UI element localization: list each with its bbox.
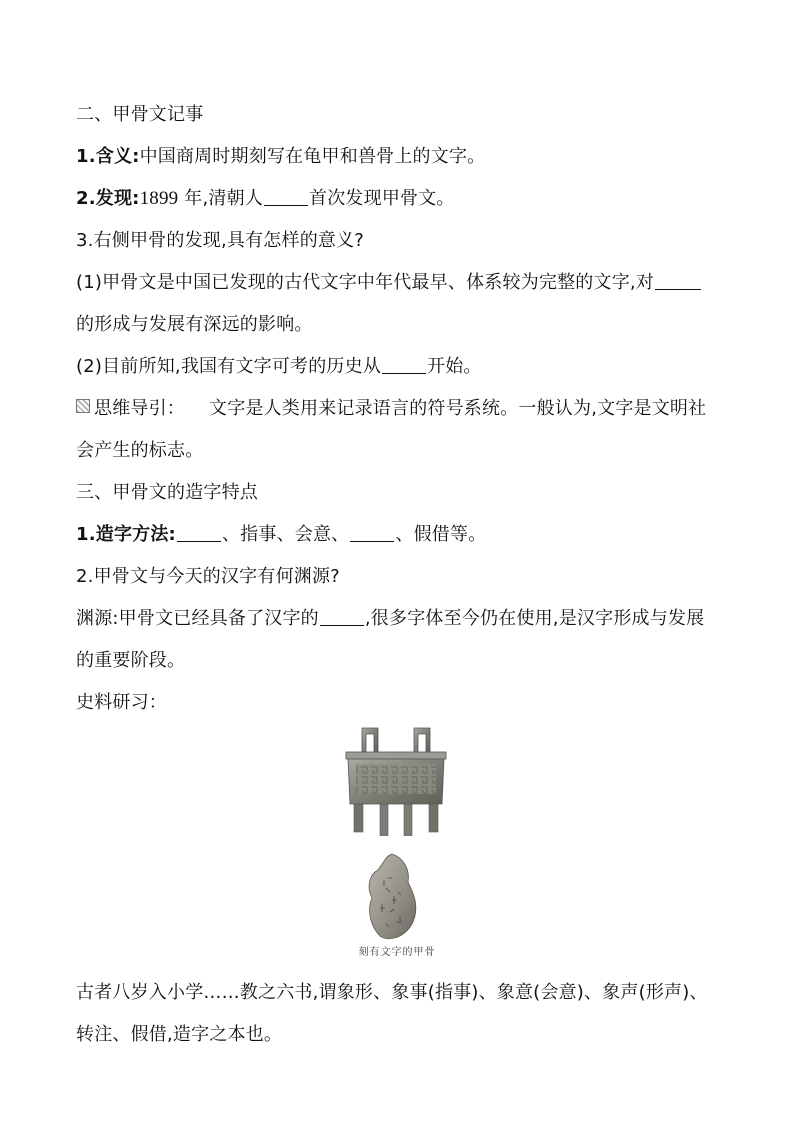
guide-line1	[76, 394, 706, 424]
meaning-label: 1.含义:	[76, 146, 140, 167]
quote-line1: 古者八岁入小学……教之六书,谓象形、象事(指事)、象意(会意)、象声(形声)、	[76, 982, 708, 1003]
quote-line2: 转注、假借,造字之本也。	[76, 1024, 283, 1045]
significance-sub1-line1: (1)甲骨文是中国已发现的古代文字中年代最早、体系较为完整的文字,对	[76, 268, 702, 298]
section3-heading: 三、甲骨文的造字特点	[76, 482, 258, 503]
method-line: 1.造字方法: 、指事、会意、 、假借等。	[76, 524, 487, 545]
guide-line2: 会产生的标志。	[76, 440, 204, 461]
origin-answer-line2: 的重要阶段。	[76, 650, 186, 671]
significance-sub2-line: (2)目前所知,我国有文字可考的历史从 开始。	[76, 356, 482, 377]
meaning-line	[76, 142, 485, 172]
guide-text-line1: 文字是人类用来记录语言的符号系统。一般认为,文字是文明社	[209, 398, 707, 419]
method-label: 1.造字方法:	[76, 524, 176, 545]
method-blank-1[interactable]	[177, 523, 221, 542]
section2-heading: 二、甲骨文记事	[76, 104, 204, 125]
discovery-year: 1899	[139, 188, 179, 209]
guide-icon	[76, 399, 90, 413]
discovery-label: 2.发现:	[76, 188, 140, 209]
discovery-text-after: 首次发现甲骨文。	[309, 188, 455, 209]
significance-sub2-blank[interactable]	[382, 355, 426, 374]
discovery-text-before: 年,清朝人	[178, 188, 264, 209]
bronze-ding-image	[0, 726, 794, 836]
origin-question: 2.甲骨文与今天的汉字有何渊源?	[76, 566, 340, 587]
guide-label: 思维导引：	[94, 398, 185, 419]
discovery-line	[76, 184, 455, 214]
origin-blank[interactable]	[320, 607, 364, 626]
method-blank-2[interactable]	[350, 523, 394, 542]
significance-question: 3.右侧甲骨的发现,具有怎样的意义?	[76, 230, 365, 251]
figure-caption: 刻有文字的甲骨	[358, 947, 436, 958]
research-label: 史料研习：	[76, 692, 167, 713]
significance-sub1-line2: 的形成与发展有深远的影响。	[76, 314, 313, 335]
origin-answer-line1: 渊源:甲骨文已经具备了汉字的 ,很多字体至今仍在使用,是汉字形成与发展	[76, 608, 705, 629]
significance-sub1-blank[interactable]	[655, 271, 701, 290]
discovery-blank[interactable]	[264, 187, 308, 206]
oracle-bone-image	[0, 852, 794, 944]
meaning-text: 中国商周时期刻写在龟甲和兽骨上的文字。	[139, 146, 486, 167]
